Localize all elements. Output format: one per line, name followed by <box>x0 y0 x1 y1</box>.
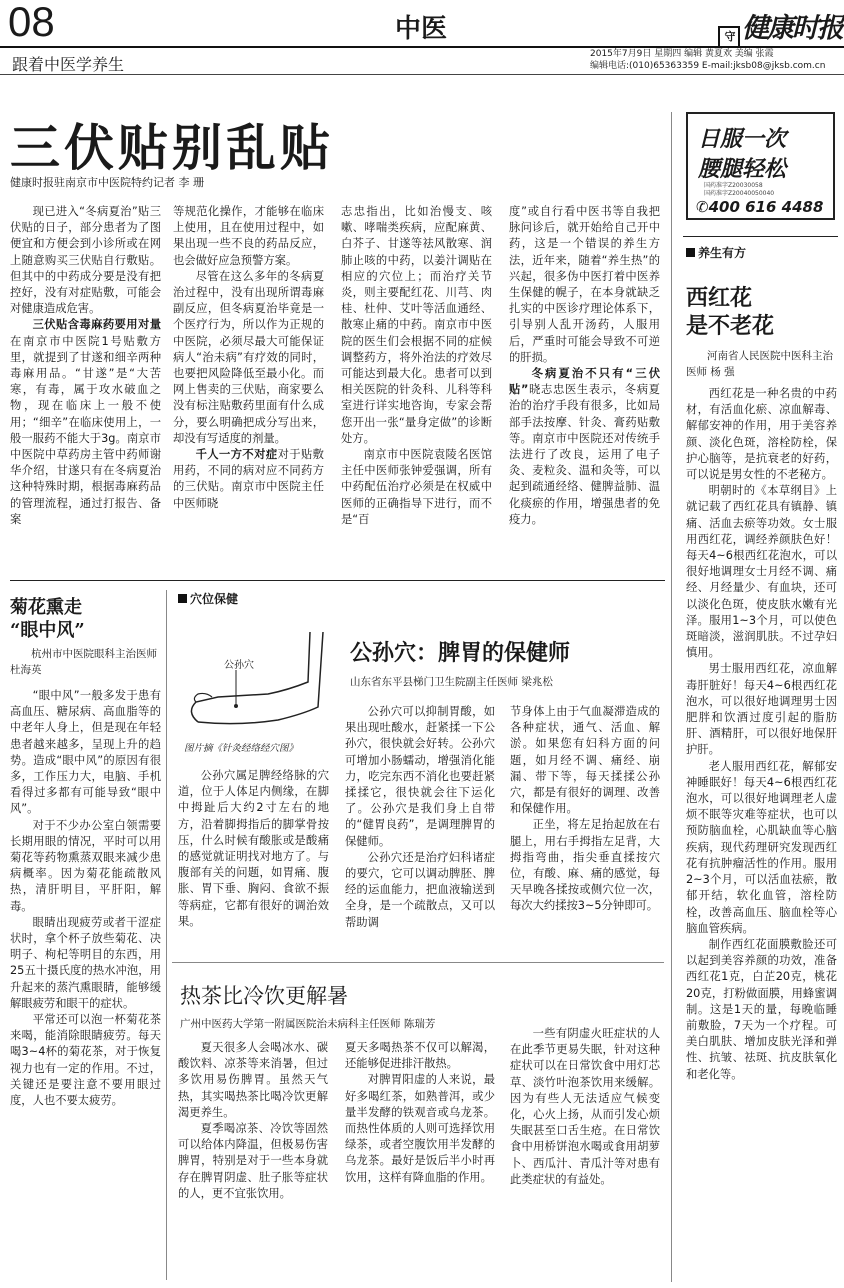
paragraph: 在南京市中医院1号贴敷方里，就提到了甘遂和细辛两种毒麻用品。“甘遂”是“大苦寒，有毒，属于攻水破血之物，现在临床上一般不使用；“细辛”在临床使用上，一般一服药不能大于3g。南京市中医院中草药房主管中药师谢华介绍，甘遂只有在冬病夏治这种特殊时期，根据毒麻药品的管理流程，通过打报告、备案 <box>10 334 161 526</box>
tea-column-2 <box>345 1040 495 1280</box>
column-divider <box>166 590 167 1280</box>
logo-text: 健康时报 <box>742 13 842 44</box>
headline-line: 菊花熏走 <box>10 597 82 618</box>
headline-line: 是不老花 <box>686 313 775 339</box>
acupoint-headline: 公孙穴：脾胃的保健师 <box>350 640 571 666</box>
paragraph: 眼睛出现疲劳或者干涩症状时，拿个杯子放些菊花、决明子、枸杞等明目的东西，用25五十摄氏度的热水冲泡，用升起来的蒸汽熏眼睛，能够缓解眼疲劳和眼干的症状。 <box>10 915 161 1010</box>
column-divider <box>671 112 672 1282</box>
subheading: 千人一方不对症 <box>195 448 278 462</box>
eye-author: 杭州市中医院眼科主治医师 杜海英 <box>10 648 157 676</box>
ad-approval-number: 国药准字Z20030058 <box>704 182 763 189</box>
health-headline <box>686 284 774 340</box>
paragraph: 平常还可以泡一杯菊花茶来喝，能消除眼睛疲劳。每天喝3~4杯的菊花茶，对于恢复视力也有一定的作用。不过，关键还是要注意不要用眼过度，人也不要太疲劳。 <box>10 1013 161 1108</box>
paragraph: 公孙穴还是治疗妇科诸症的要穴，它可以调动脾胚、脾经的运血能力，把血液输送到全身，是一个疏散点，又可以帮助调 <box>345 850 495 929</box>
section-label-text: 穴位保健 <box>190 592 239 606</box>
eye-headline <box>10 596 85 642</box>
bullet-square-icon <box>686 248 695 257</box>
bullet-square-icon <box>178 594 187 603</box>
headline-line: “眼中风” <box>10 620 85 641</box>
paragraph: 志忠指出，比如治慢支、咳嗽、哮喘类疾病，应配麻黄、白芥子、甘遂等祛风散寒、润肺止咳的中药，以姜汁调贴在相应的穴位上；而治疗关节炎，则主要配红花、川芎、肉桂、杜仲、艾叶等活血通经、散寒止痛的中药。南京市中医院的医生们会根据不同的症候调整药方，将外治法的疗效尽可能达到最大化。患者可以到相关医院的针灸科、儿科等科室进行详实地咨询，专家会帮您开出一张“量身定做”的诊断处方。 <box>341 205 492 445</box>
paragraph: 一些有阴虚火旺症状的人在此季节更易失眠，针对这种症状可以在日常饮食中用灯芯草、淡竹叶泡茶饮用来缓解。因为有些人无法适应气候变化，心火上扬，从而引发心烦失眠甚至口舌生疮。在日常饮食中用桥饼泡水喝或食用胡萝卜、西瓜汁、青瓜汁等对患有此类症状的有益处。 <box>510 1027 660 1186</box>
paragraph: 对于不少办公室白领需要长期用眼的情况，平时可以用菊花等药物熏蒸双眼来减少患病概率。因为菊花能疏散风热，清肝明目，平肝阳，解毒。 <box>10 818 161 913</box>
paragraph: 老人服用西红花，解郁安神睡眠好！每天4~6根西红花泡水，可以很好地调理老人虚烦不眠等灾难等症状，也可以预防脑血栓，心肌缺血等心脑疾病，现代药理研究发现西红花有抗肿瘤活性的作用。服用2~3个月，可以活血祛瘀，散郁开结，软化血管，溶栓防栓，改善高血压、脑血栓等心脑血管疾病。 <box>686 759 837 935</box>
main-byline: 健康时报驻南京市中医院特约记者 李 珊 <box>10 176 204 189</box>
section-rule <box>172 962 664 963</box>
section-rule <box>683 236 838 237</box>
paragraph: 尽管在这么多年的冬病夏治过程中，没有出现所谓毒麻副反应，但冬病夏治毕竟是一个医疗行为，所以作为正规的中医院，必须尽最大可能保证病人“治未病”有疗效的同时，也要把风险降低至最小化。而网上售卖的三伏贴，商家要么没有标注贴敷药里面有什么成分，要么明确把成分写出来，却没有写适度的剂量。 <box>173 269 324 445</box>
paragraph: 公孙穴属足脾经络脉的穴道，位于人体足内侧缘，在脚中拇趾后大约2寸左右的地方，沿着脚拇指后的脚掌骨按压，什么时候有酸胀或是酸痛的感觉就证明找对地方了。与腹部有关的问题，如胃痛、腹胀、胃下垂、胸闷、食欲不振等病症，它都有很好的调治效果。 <box>178 769 329 928</box>
tea-column-1 <box>178 1040 328 1280</box>
eye-body <box>10 688 161 1282</box>
acupoint-column-b <box>345 704 495 954</box>
contact-info-line: 编辑电话:(010)65363359 E-mail:jksb08@jksb.com.cn <box>590 61 826 71</box>
tea-author: 广州中医药大学第一附属医院治未病科主任医师 陈瑞芳 <box>180 1018 436 1030</box>
section-label-health <box>686 244 746 261</box>
acupoint-author: 山东省东平县梯门卫生院副主任医师 梁兆松 <box>350 676 553 688</box>
page-number: 08 <box>8 0 55 45</box>
main-column-4 <box>509 204 660 574</box>
main-column-1 <box>10 204 161 574</box>
paragraph: 制作西红花面膜敷脸还可以起到美容养颜的功效，准备西红花1克，白芷20克，桃花20克，打粉做面膜，用蜂蜜调制。这是1天的量，每晚临睡前敷脸，7天为一个疗程。可美白肌肤、增加皮肤光泽和弹性、抗皱、祛斑、抗皮肤氧化和老化等。 <box>686 937 837 1081</box>
paragraph: 现已进入“冬病夏治”贴三伏贴的日子，部分患者为了图便宜和方便会到小诊所或在网上随意购买三伏贴自行敷贴。但其中的中药成分要是没有把控好，没有对症贴敷，可能会对健康造成危害。 <box>10 205 161 316</box>
ad-phone-number: 400 616 4488 <box>708 198 824 216</box>
figure-label: 公孙穴 <box>224 660 254 671</box>
paragraph: 夏季喝凉茶、冷饮等固然可以给体内降温，但极易伤害脾胃，特别是对于一些本身就存在脾胃阴虚、肚子胀等症状的人，更不宜张饮用。 <box>178 1122 328 1200</box>
acupoint-column-c <box>510 704 660 954</box>
acupoint-column-a <box>178 768 329 954</box>
advertisement-box <box>686 112 835 220</box>
ad-phone <box>696 198 823 216</box>
main-column-3 <box>341 204 492 574</box>
paragraph: 对于贴敷用药，不同的病对应不同药方的三伏贴。南京市中医院主任中医师晓 <box>173 448 324 510</box>
paragraph: 夏天很多人会喝冰水、碳酸饮料、凉茶等来消暑，但过多饮用易伤脾胃。虽然天气热，其实喝热茶比喝冷饮更解渴更养生。 <box>178 1041 328 1119</box>
tea-headline: 热茶比冷饮更解暑 <box>180 984 348 1008</box>
paragraph: 南京市中医院袁陵名医馆主任中医师张钟爱强调，所有中药配伍治疗必须是在权威中医师的正确指导下进行，而不是“百 <box>341 448 492 526</box>
paragraph: 正坐，将左足抬起放在右腿上，用右手拇指左足背，大拇指弯曲，指尖垂直揉按穴位，有酸、麻、痛的感觉，每天早晚各揉按或侧穴位一次，每次大约揉按3~5分钟即可。 <box>510 818 660 913</box>
section-rule <box>10 580 665 581</box>
main-headline: 三伏贴别乱贴 <box>10 118 334 177</box>
paragraph: 夏天多喝热茶不仅可以解渴，还能够促进排汗散热。 <box>345 1041 495 1071</box>
foot-drawing <box>178 622 328 732</box>
health-author: 河南省人民医院中医科主治医师 杨 强 <box>686 350 833 378</box>
newspaper-logo <box>718 6 842 48</box>
paragraph: 公孙穴可以抑制胃酸，如果出现吐酸水，赶紧揉一下公孙穴，很快就会好转。公孙穴可增加小肠蠕动，增强消化能力，吃完东西不消化也要赶紧揉揉它，很快就会往下运化了。公孙穴是我们身上自带的“健胃良药”，是调理脾胃的保健师。 <box>345 705 495 848</box>
ad-headline-2: 腰腿轻松 <box>698 156 787 182</box>
paragraph: “眼中风”一般多发于患有高血压、糖尿病、高血脂等的中老年人身上，但是现在年轻患者越来越多，呈现上升的趋势。造成“眼中风”的原因有很多，工作压力大，电脑、手机看得过多都有可能导致“眼中风”。 <box>10 689 161 816</box>
ad-headline-1: 日服一次 <box>698 126 787 152</box>
paragraph: 节身体上由于气血凝滞造成的各种症状，通气、活血、解淤。如果您有妇科方面的问题，如月经不调、痛经、崩漏、带下等，每天揉揉公孙穴，都是有很好的调理、改善和保健作用。 <box>510 705 660 816</box>
paragraph: 度”或自行看中医书等自我把脉问诊后，就开始给自己开中药，这是一个错误的养生方法，近年来，随着“养生热”的兴起，很多伪中医打着中医养生保健的幌子，在本身就缺乏扎实的中医诊疗理论体系下，引导别人乱开汤药，人服用后，严重时可能会导致不可逆的肝损。 <box>509 205 660 364</box>
paragraph: 男士服用西红花，凉血解毒肝脏好！每天4~6根西红花泡水，可以很好地调理男士因肥胖和饮酒过度引起的脂肪肝、酒精肝，可以很好地保肝护肝。 <box>686 662 837 757</box>
section-title: 中医 <box>395 14 448 44</box>
page-subtitle: 跟着中医学养生 <box>12 55 125 74</box>
foot-illustration <box>178 622 328 752</box>
subheader-rule <box>0 74 844 75</box>
ad-approval-number: 国药准字Z20040050040 <box>704 190 775 197</box>
paragraph: 西红花是一种名贵的中药材，有活血化瘀、凉血解毒、解郁安神的作用，用于美容养颜、淡化色斑，溶栓防栓，保护心脑等，是抗衰老的好药，可以说是男女性的不老秘方。 <box>686 387 837 482</box>
tea-column-3 <box>510 1026 660 1280</box>
paragraph: 等规范化操作，才能够在临床上使用，且在使用过程中，如果出现一些不良的药品反应，也会做好应急预警方案。 <box>173 205 324 267</box>
paragraph: 明朝时的《本草纲目》上就记载了西红花具有镇静、镇痛、活血去瘀等功效。女士服用西红花，调经养颜肤色好！每天4~6根西红花泡水，可以很好地调理女士月经不调、痛经、月经量少、有血块，还可以淡化色斑，使皮肤水嫩有光泽。服用1~3个月，可以使色斑暗淡，滋润肌肤。不过孕妇慎用。 <box>686 484 837 660</box>
editor-info-line: 2015年7月9日 星期四 编辑 黄夏欢 美编 张霞 <box>590 49 774 59</box>
headline-line: 西红花 <box>686 285 753 311</box>
logo-mark-icon: 守 <box>718 26 740 48</box>
editor-info <box>590 48 825 72</box>
phone-icon: ✆ <box>696 198 709 216</box>
figure-caption: 图片摘《针灸经络经穴图》 <box>184 743 299 754</box>
paragraph: 对脾胃阳虚的人来说，最好多喝红茶，如熟普洱，或少量半发酵的铁观音或乌龙茶。而热性体质的人则可选择饮用绿茶，或者空腹饮用半发酵的乌龙茶。最好是饭后半小时再饮用，这样有降血脂的作用。 <box>345 1073 495 1184</box>
main-column-2 <box>173 204 324 574</box>
ad-fine-print <box>704 182 774 198</box>
section-label-acupoint <box>178 590 238 607</box>
health-body <box>686 386 837 1276</box>
paragraph: 晓志忠医生表示，冬病夏治的治疗手段有很多，比如局部手法按摩、针灸、膏药贴敷等。南京市中医院还对传统手法进行了改良，运用了电子灸、麦粒灸、温和灸等，可以起到疏通经络、健脾益肺、温化痰瘀的作用，增强患者的免疫力。 <box>509 383 660 526</box>
section-label-text: 养生有方 <box>698 246 747 260</box>
subheading: 冬病夏治不只有“三伏贴” <box>509 367 660 397</box>
subheading: 三伏贴含毒麻药要用对量 <box>32 318 161 332</box>
